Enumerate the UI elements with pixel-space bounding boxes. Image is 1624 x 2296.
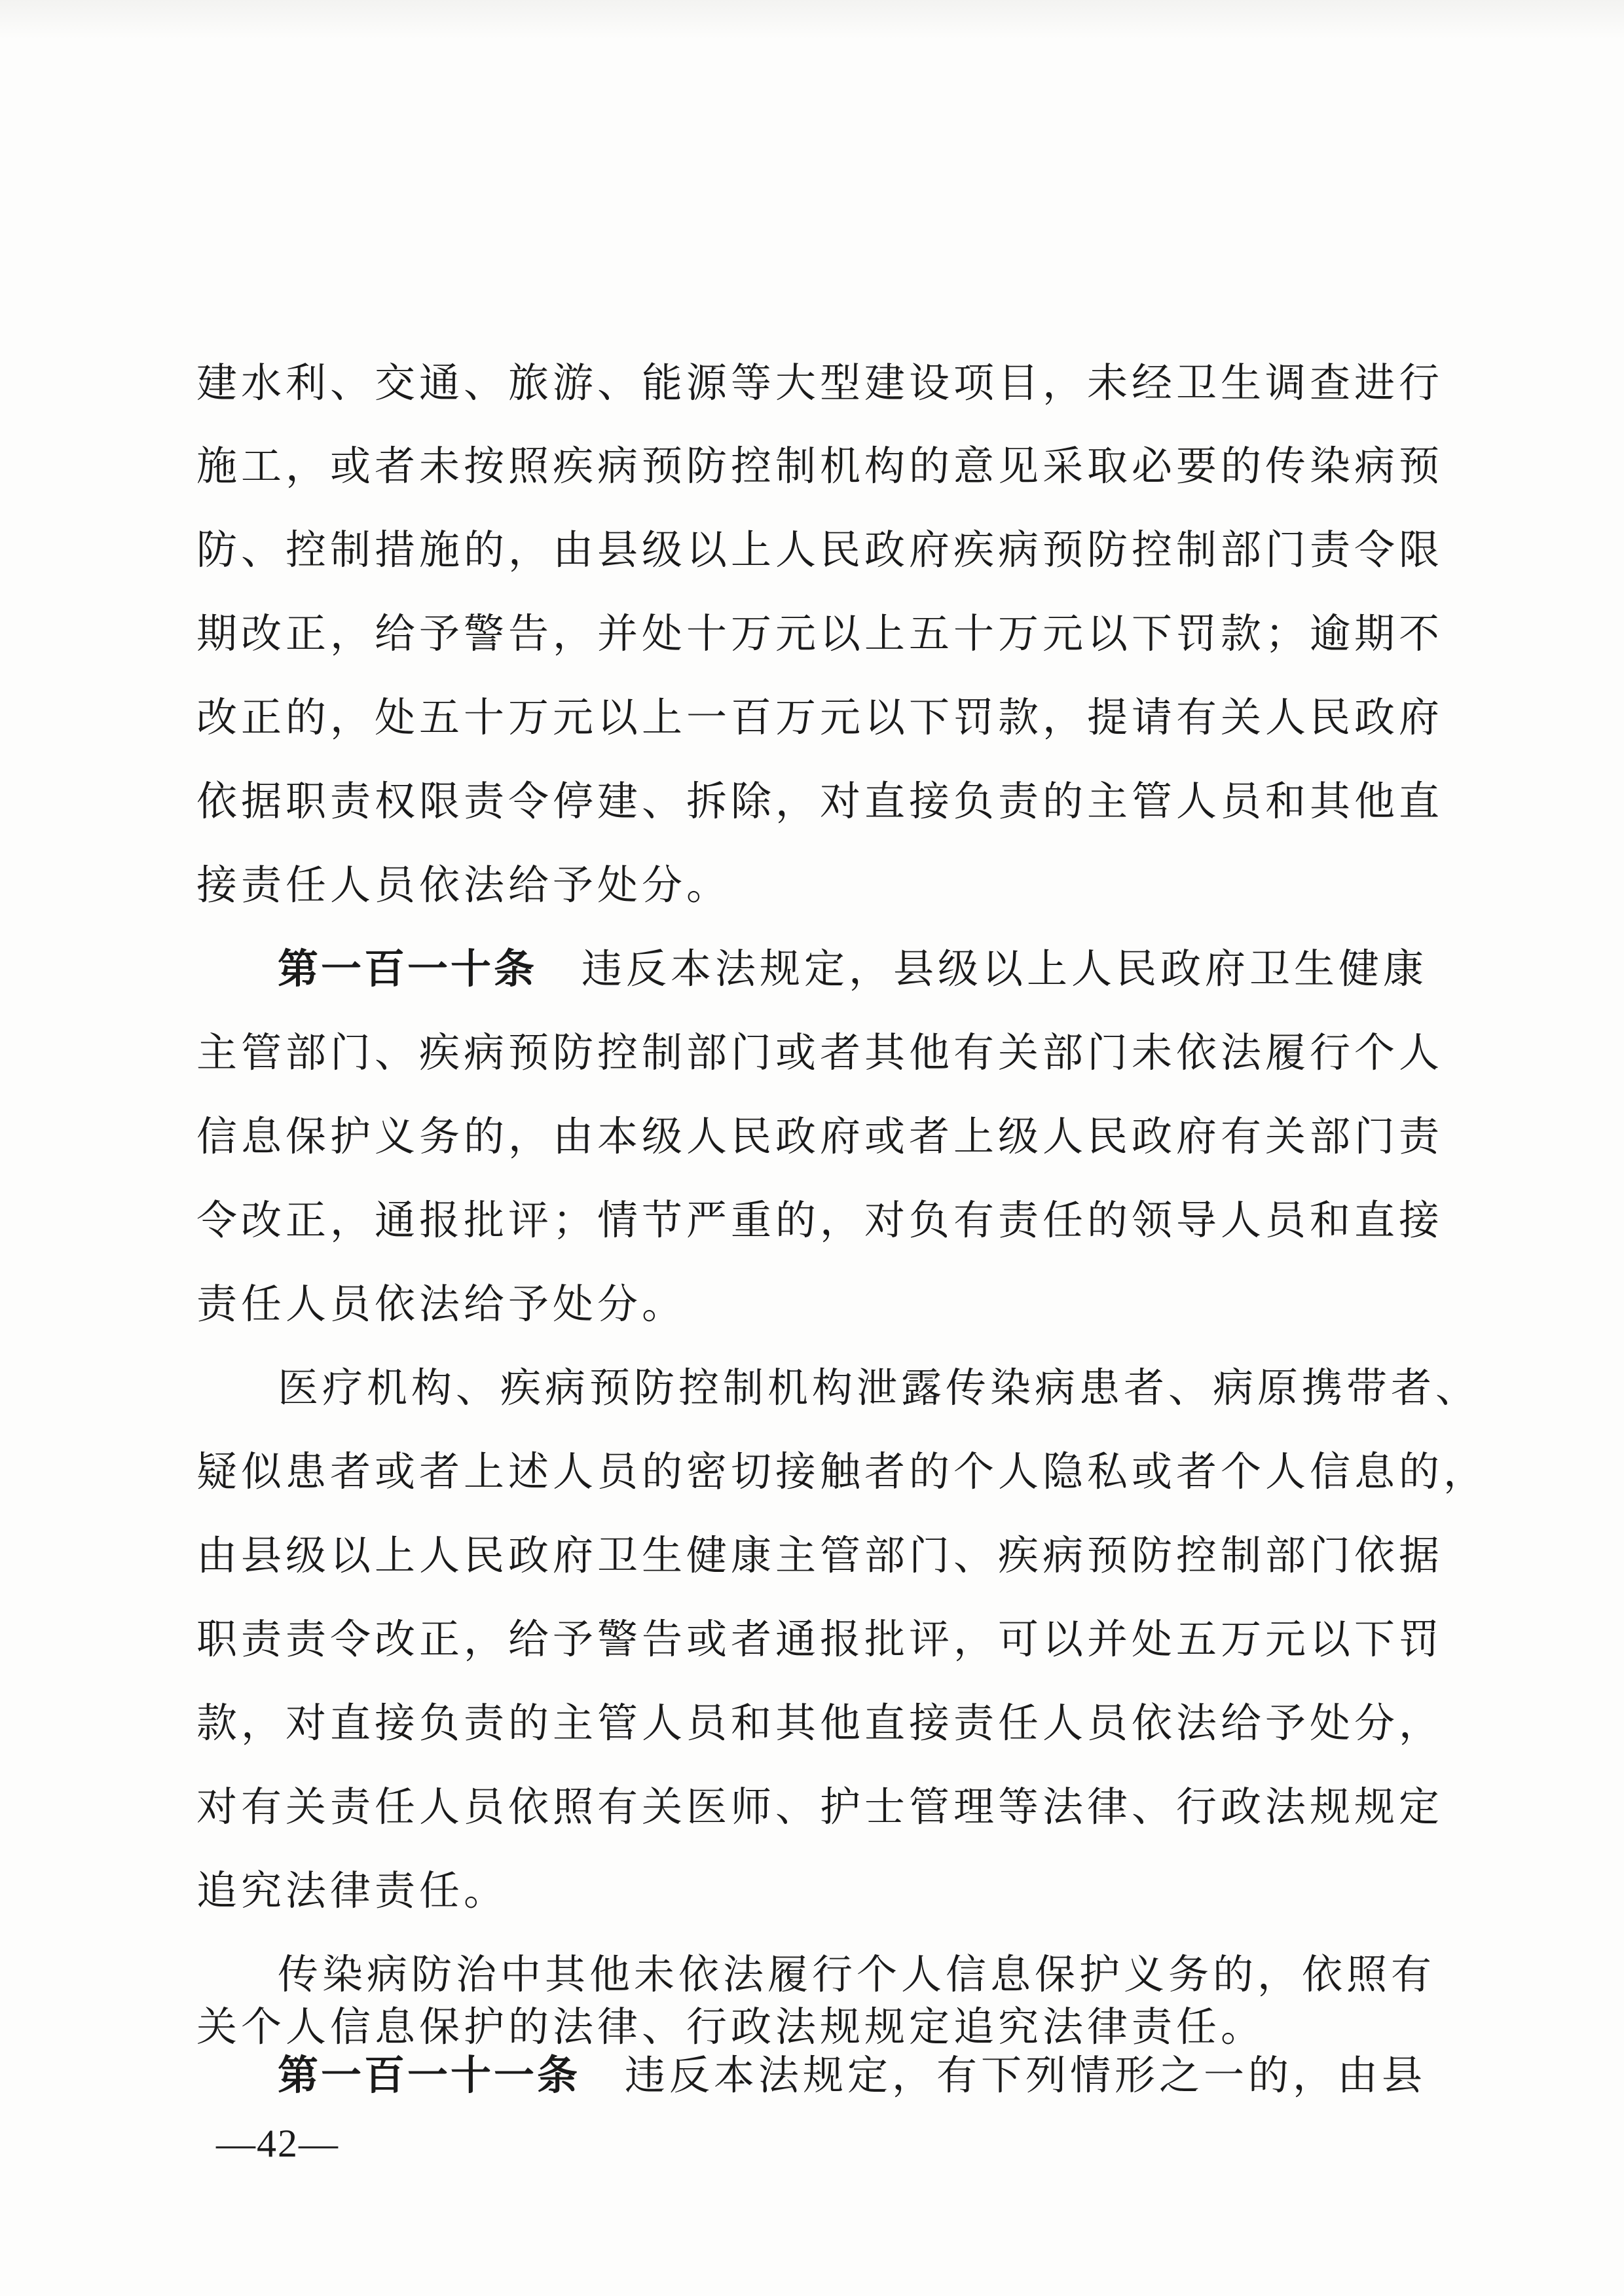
text-line: 由县级以上人民政府卫生健康主管部门、疾病预防控制部门依据 <box>196 1531 1444 1579</box>
text-line: 期改正，给予警告，并处十万元以上五十万元以下罚款；逾期不 <box>196 610 1444 657</box>
article-111-heading: 第一百一十一条 <box>278 2051 581 2099</box>
text-segment: 违反本法规定，县级以上人民政府卫生健康 <box>581 945 1428 993</box>
text-line: 责任人员依法给予处分。 <box>196 1280 687 1328</box>
text-line: 款，对直接负责的主管人员和其他直接责任人员依法给予处分， <box>196 1699 1444 1747</box>
text-line: 防、控制措施的，由县级以上人民政府疾病预防控制部门责令限 <box>196 526 1444 574</box>
scan-edge-shadow <box>0 0 1624 39</box>
text-line: 主管部门、疾病预防控制部门或者其他有关部门未依法履行个人 <box>196 1029 1444 1076</box>
text-line: 医疗机构、疾病预防控制机构泄露传染病患者、病原携带者、 <box>278 1364 1481 1412</box>
text-line: 施工，或者未按照疾病预防控制机构的意见采取必要的传染病预 <box>196 442 1444 490</box>
text-line: 改正的，处五十万元以上一百万元以下罚款，提请有关人民政府 <box>196 693 1444 741</box>
text-line: 依据职责权限责令停建、拆除，对直接负责的主管人员和其他直 <box>196 777 1444 825</box>
article-110-heading: 第一百一十条 <box>278 945 538 993</box>
text-line: 信息保护义务的，由本级人民政府或者上级人民政府有关部门责 <box>196 1112 1444 1160</box>
text-line: 令改正，通报批评；情节严重的，对负有责任的领导人员和直接 <box>196 1196 1444 1244</box>
text-segment: 违反本法规定，有下列情形之一的，由县 <box>625 2051 1427 2099</box>
page-number: —42— <box>216 2122 339 2165</box>
text-line: 接责任人员依法给予处分。 <box>196 861 731 909</box>
text-line: 建水利、交通、旅游、能源等大型建设项目，未经卫生调查进行 <box>196 359 1444 407</box>
text-line: 对有关责任人员依照有关医师、护士管理等法律、行政法规规定 <box>196 1783 1444 1831</box>
text-line: 职责责令改正，给予警告或者通报批评，可以并处五万元以下罚 <box>196 1615 1444 1663</box>
text-line: 疑似患者或者上述人员的密切接触者的个人隐私或者个人信息的， <box>196 1448 1488 1495</box>
text-line: 追究法律责任。 <box>196 1867 509 1914</box>
article-111-line <box>278 2049 1426 2102</box>
text-line: 关个人信息保护的法律、行政法规规定追究法律责任。 <box>196 2003 1266 2050</box>
article-110-line <box>278 943 1428 995</box>
text-line: 传染病防治中其他未依法履行个人信息保护义务的，依照有 <box>278 1950 1436 1998</box>
